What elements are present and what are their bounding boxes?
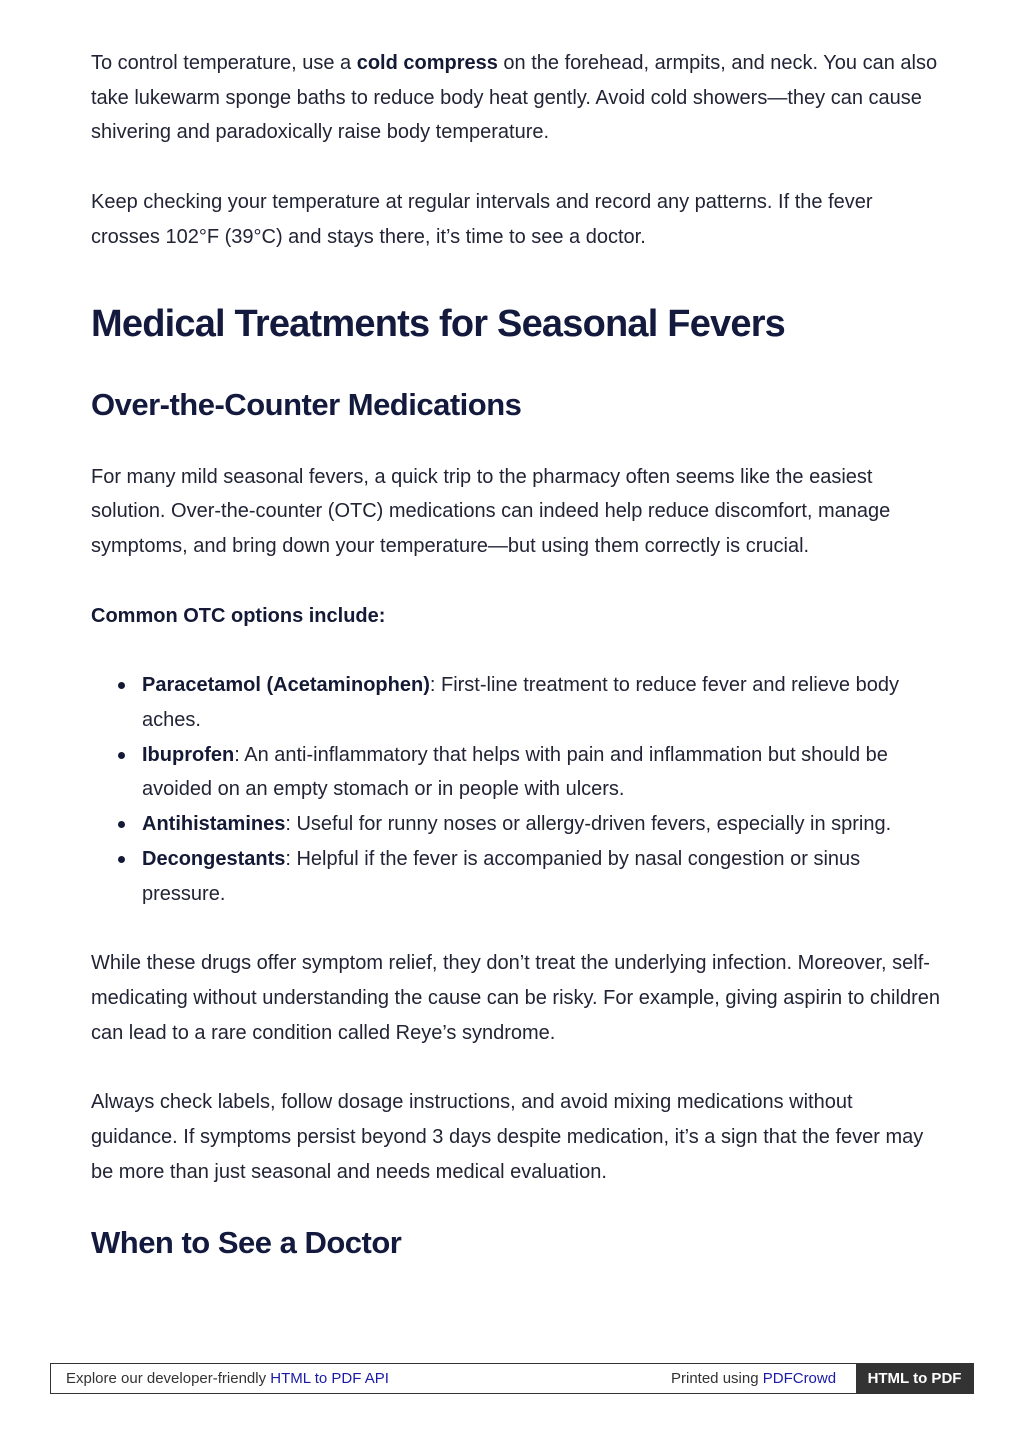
footer-printed-text xyxy=(671,1370,836,1387)
list-item-term: Paracetamol (Acetaminophen) xyxy=(142,674,430,697)
list-item-desc: : Useful for runny noses or allergy-driven fevers, especially in spring. xyxy=(285,813,892,836)
bold-cold-compress: cold compress xyxy=(356,52,498,74)
list-item-term: Antihistamines xyxy=(142,813,286,836)
list-item xyxy=(142,842,932,911)
footer-printed-label: Printed using xyxy=(671,1370,763,1387)
html-to-pdf-api-link[interactable]: HTML to PDF API xyxy=(270,1370,389,1387)
html-to-pdf-button[interactable]: HTML to PDF xyxy=(856,1363,974,1394)
paragraph-temperature-check: Keep checking your temperature at regular intervals and record any patterns. If the fever crosses 102°F (39°C) and stays there, it’s time to see a doctor. xyxy=(91,191,873,248)
pdfcrowd-footer-bar xyxy=(50,1363,973,1394)
list-item-desc: : Helpful if the fever is accompanied by nasal congestion or sinus pressure. xyxy=(142,847,861,905)
list-item-desc: : An anti-inflammatory that helps with pain and inflammation but should be avoided on an empty stomach or in people with ulcers. xyxy=(142,743,888,801)
text-run: on the forehead, armpits, and neck. You can also take lukewarm sponge baths to reduce body heat gently. Avoid cold showers—they can cause shivering and paradoxically raise body temperature. xyxy=(91,52,938,144)
otc-options-list xyxy=(91,668,932,911)
heading-medical-treatments: Medical Treatments for Seasonal Fevers xyxy=(91,302,786,345)
otc-list-heading: Common OTC options include: xyxy=(91,604,386,627)
paragraph-otc-warning: While these drugs offer symptom relief, they don’t treat the underlying infection. Moreover, self-medicating without understanding the cause can be risky. For example, giving aspirin to children can lead to a rare condition called Reye’s syndrome. xyxy=(91,952,940,1044)
heading-when-to-see-doctor: When to See a Doctor xyxy=(91,1225,402,1261)
bullet-icon xyxy=(118,821,125,828)
list-item-term: Decongestants xyxy=(142,847,286,870)
list-item xyxy=(142,738,932,807)
bullet-icon xyxy=(118,682,125,689)
article-content xyxy=(91,46,941,1263)
bullet-icon xyxy=(118,752,125,759)
heading-otc-medications: Over-the-Counter Medications xyxy=(91,386,522,422)
list-item xyxy=(142,668,932,737)
paragraph-otc-intro: For many mild seasonal fevers, a quick trip to the pharmacy often seems like the easiest solution. Over-the-counter (OTC) medications can indeed help reduce discomfort, manage symptoms, and bring down your temperature—but using them correctly is crucial. xyxy=(91,465,891,557)
list-item-term: Ibuprofen xyxy=(142,743,235,766)
paragraph-cold-compress xyxy=(91,46,941,150)
pdfcrowd-link[interactable]: PDFCrowd xyxy=(762,1370,837,1387)
footer-explore-label: Explore our developer-friendly xyxy=(66,1370,271,1387)
footer-explore-text xyxy=(66,1370,389,1387)
text-run: To control temperature, use a xyxy=(91,52,357,74)
list-item-desc: : First-line treatment to reduce fever and relieve body aches. xyxy=(142,674,899,732)
paragraph-otc-advice: Always check labels, follow dosage instructions, and avoid mixing medications without guidance. If symptoms persist beyond 3 days despite medication, it’s a sign that the fever may be more than just seasonal and needs medical evaluation. xyxy=(91,1091,924,1183)
list-item xyxy=(142,807,932,842)
bullet-icon xyxy=(118,856,125,863)
